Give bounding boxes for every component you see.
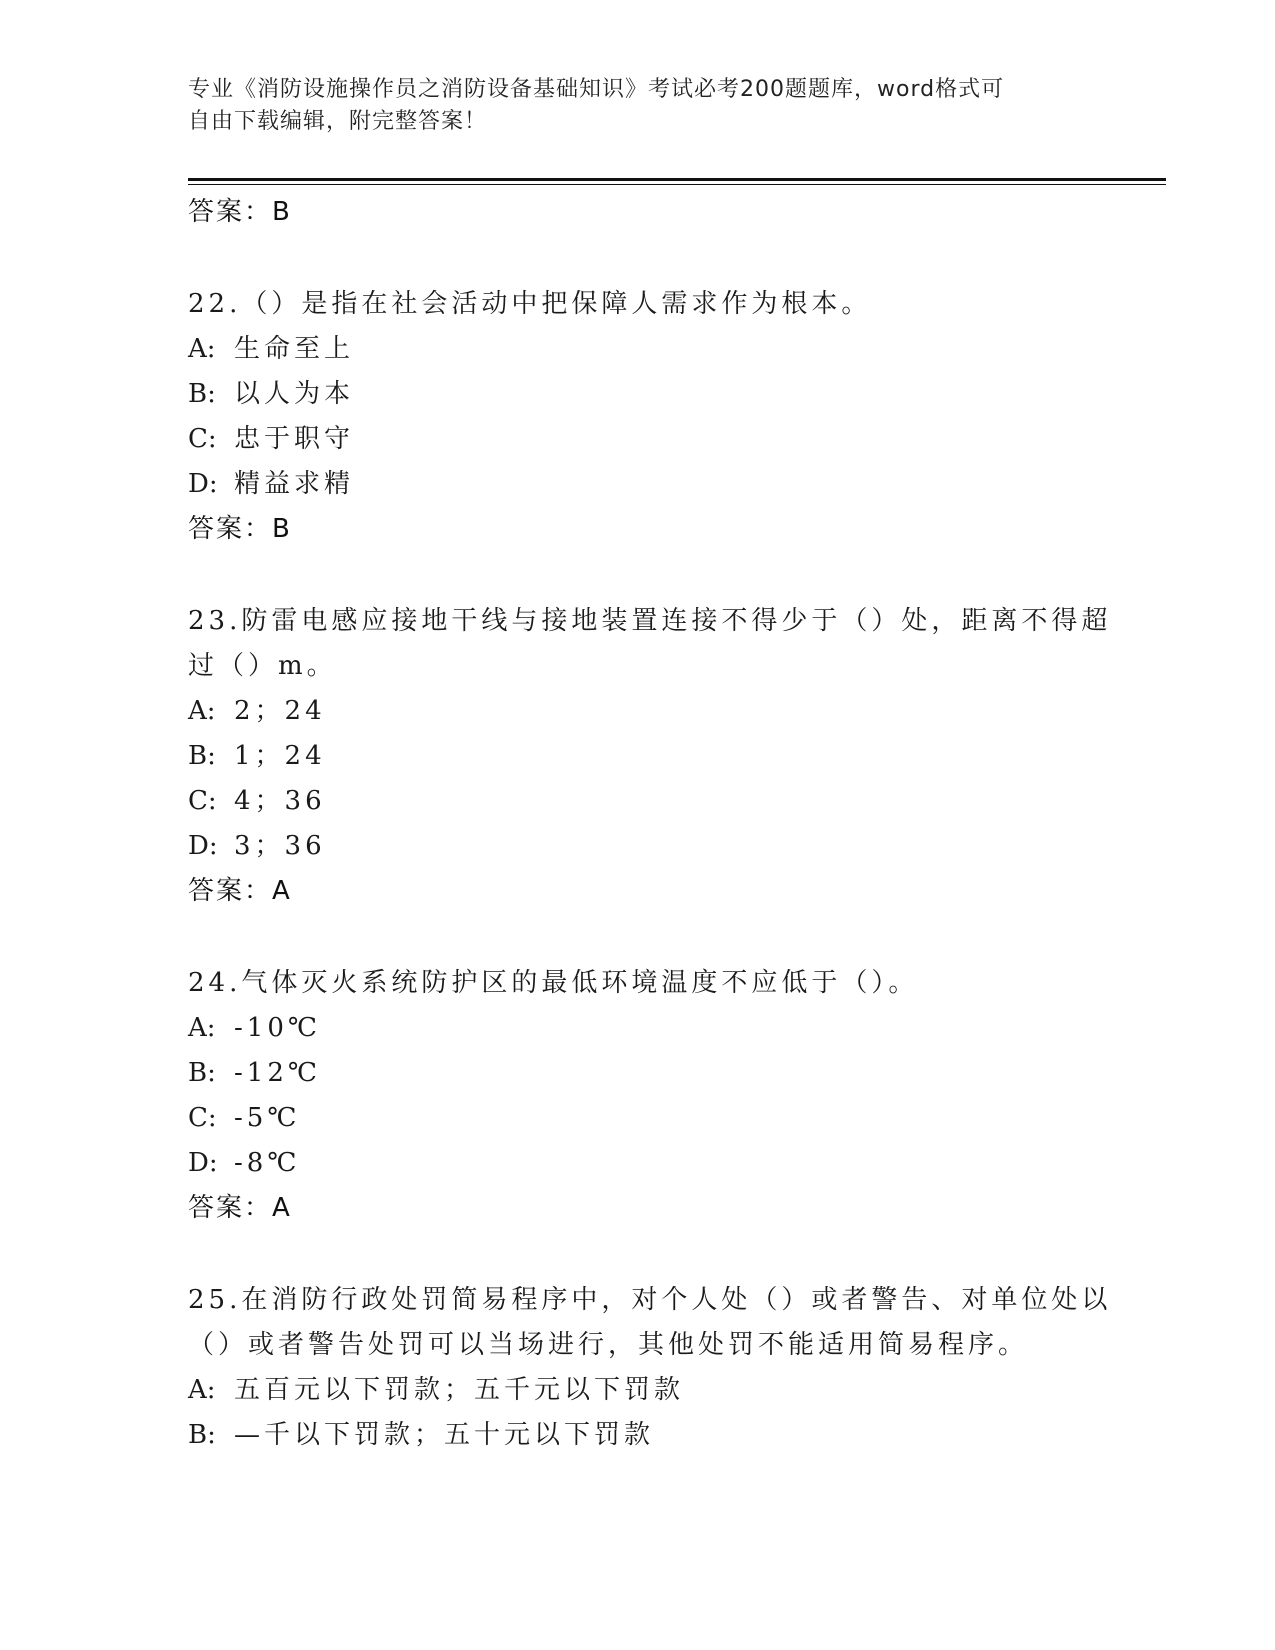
option-key: B: (188, 1058, 216, 1088)
option-key: A: (188, 1375, 216, 1405)
question-block (188, 282, 1088, 552)
option-b (188, 1413, 1088, 1458)
option-a (188, 1006, 1088, 1051)
option-c (188, 1096, 1088, 1141)
header-line-2: 自由下载编辑，附完整答案！ (188, 109, 488, 134)
question-text: 23.防雷电感应接地干线与接地装置连接不得少于（）处，距离不得超 (188, 606, 1112, 636)
question-text-continued: 过（）m。 (188, 651, 337, 681)
question-list (188, 190, 1112, 1458)
answer-label: 答案： (188, 1193, 273, 1223)
answer-label: 答案： (188, 197, 273, 227)
option-text: -5℃ (234, 1103, 301, 1133)
question-text: 24.气体灭火系统防护区的最低环境温度不应低于（）。 (188, 968, 919, 998)
option-text: 1；24 (234, 741, 326, 771)
option-text: -12℃ (234, 1058, 321, 1088)
question-text-continued: （）或者警告处罚可以当场进行，其他处罚不能适用简易程序。 (188, 1330, 1029, 1360)
question-text: 25.在消防行政处罚简易程序中，对个人处（）或者警告、对单位处以 (188, 1285, 1112, 1315)
question-block (188, 961, 1088, 1231)
option-a (188, 689, 1088, 734)
header-rule-thin (188, 184, 1166, 185)
option-key: C: (188, 1103, 217, 1133)
option-key: D: (188, 469, 218, 499)
answer-label: 答案： (188, 514, 273, 544)
option-b (188, 372, 1088, 417)
answer-value: B (272, 197, 290, 227)
option-key: A: (188, 334, 216, 364)
header-rule-thick (188, 178, 1166, 181)
question-text: 22.（）是指在社会活动中把保障人需求作为根本。 (188, 289, 872, 319)
option-text: —千以下罚款；五十元以下罚款 (234, 1420, 655, 1450)
option-d (188, 824, 1088, 869)
option-d (188, 462, 1088, 507)
option-key: A: (188, 696, 216, 726)
answer-line (188, 1186, 1088, 1231)
answer-label: 答案： (188, 876, 273, 906)
option-key: C: (188, 786, 217, 816)
option-key: A: (188, 1013, 216, 1043)
option-text: 2；24 (234, 696, 326, 726)
option-key: B: (188, 741, 216, 771)
option-text: -10℃ (234, 1013, 321, 1043)
option-b (188, 734, 1088, 779)
option-c (188, 779, 1088, 824)
document-header (188, 74, 1088, 138)
option-a (188, 327, 1088, 372)
answer-value: A (272, 1193, 290, 1223)
option-text: 五百元以下罚款；五千元以下罚款 (234, 1375, 685, 1405)
option-a (188, 1368, 1088, 1413)
option-text: 生命至上 (234, 334, 355, 364)
answer-line (188, 869, 1088, 914)
option-b (188, 1051, 1088, 1096)
option-key: C: (188, 424, 217, 454)
option-c (188, 417, 1088, 462)
option-key: B: (188, 379, 216, 409)
option-text: 3；36 (234, 831, 326, 861)
option-text: -8℃ (234, 1148, 301, 1178)
answer-line (188, 507, 1088, 552)
answer-value: B (272, 514, 290, 544)
question-block (188, 1278, 1112, 1458)
option-text: 忠于职守 (234, 424, 355, 454)
option-d (188, 1141, 1088, 1186)
option-text: 精益求精 (234, 469, 355, 499)
option-key: D: (188, 1148, 218, 1178)
option-text: 4；36 (234, 786, 326, 816)
header-line-1: 专业《消防设施操作员之消防设备基础知识》考试必考200题题库，word格式可 (188, 77, 1005, 102)
answer-value: A (272, 876, 290, 906)
answer-line (188, 190, 1088, 235)
option-text: 以人为本 (234, 379, 355, 409)
question-block (188, 599, 1112, 914)
option-key: B: (188, 1420, 216, 1450)
option-key: D: (188, 831, 218, 861)
